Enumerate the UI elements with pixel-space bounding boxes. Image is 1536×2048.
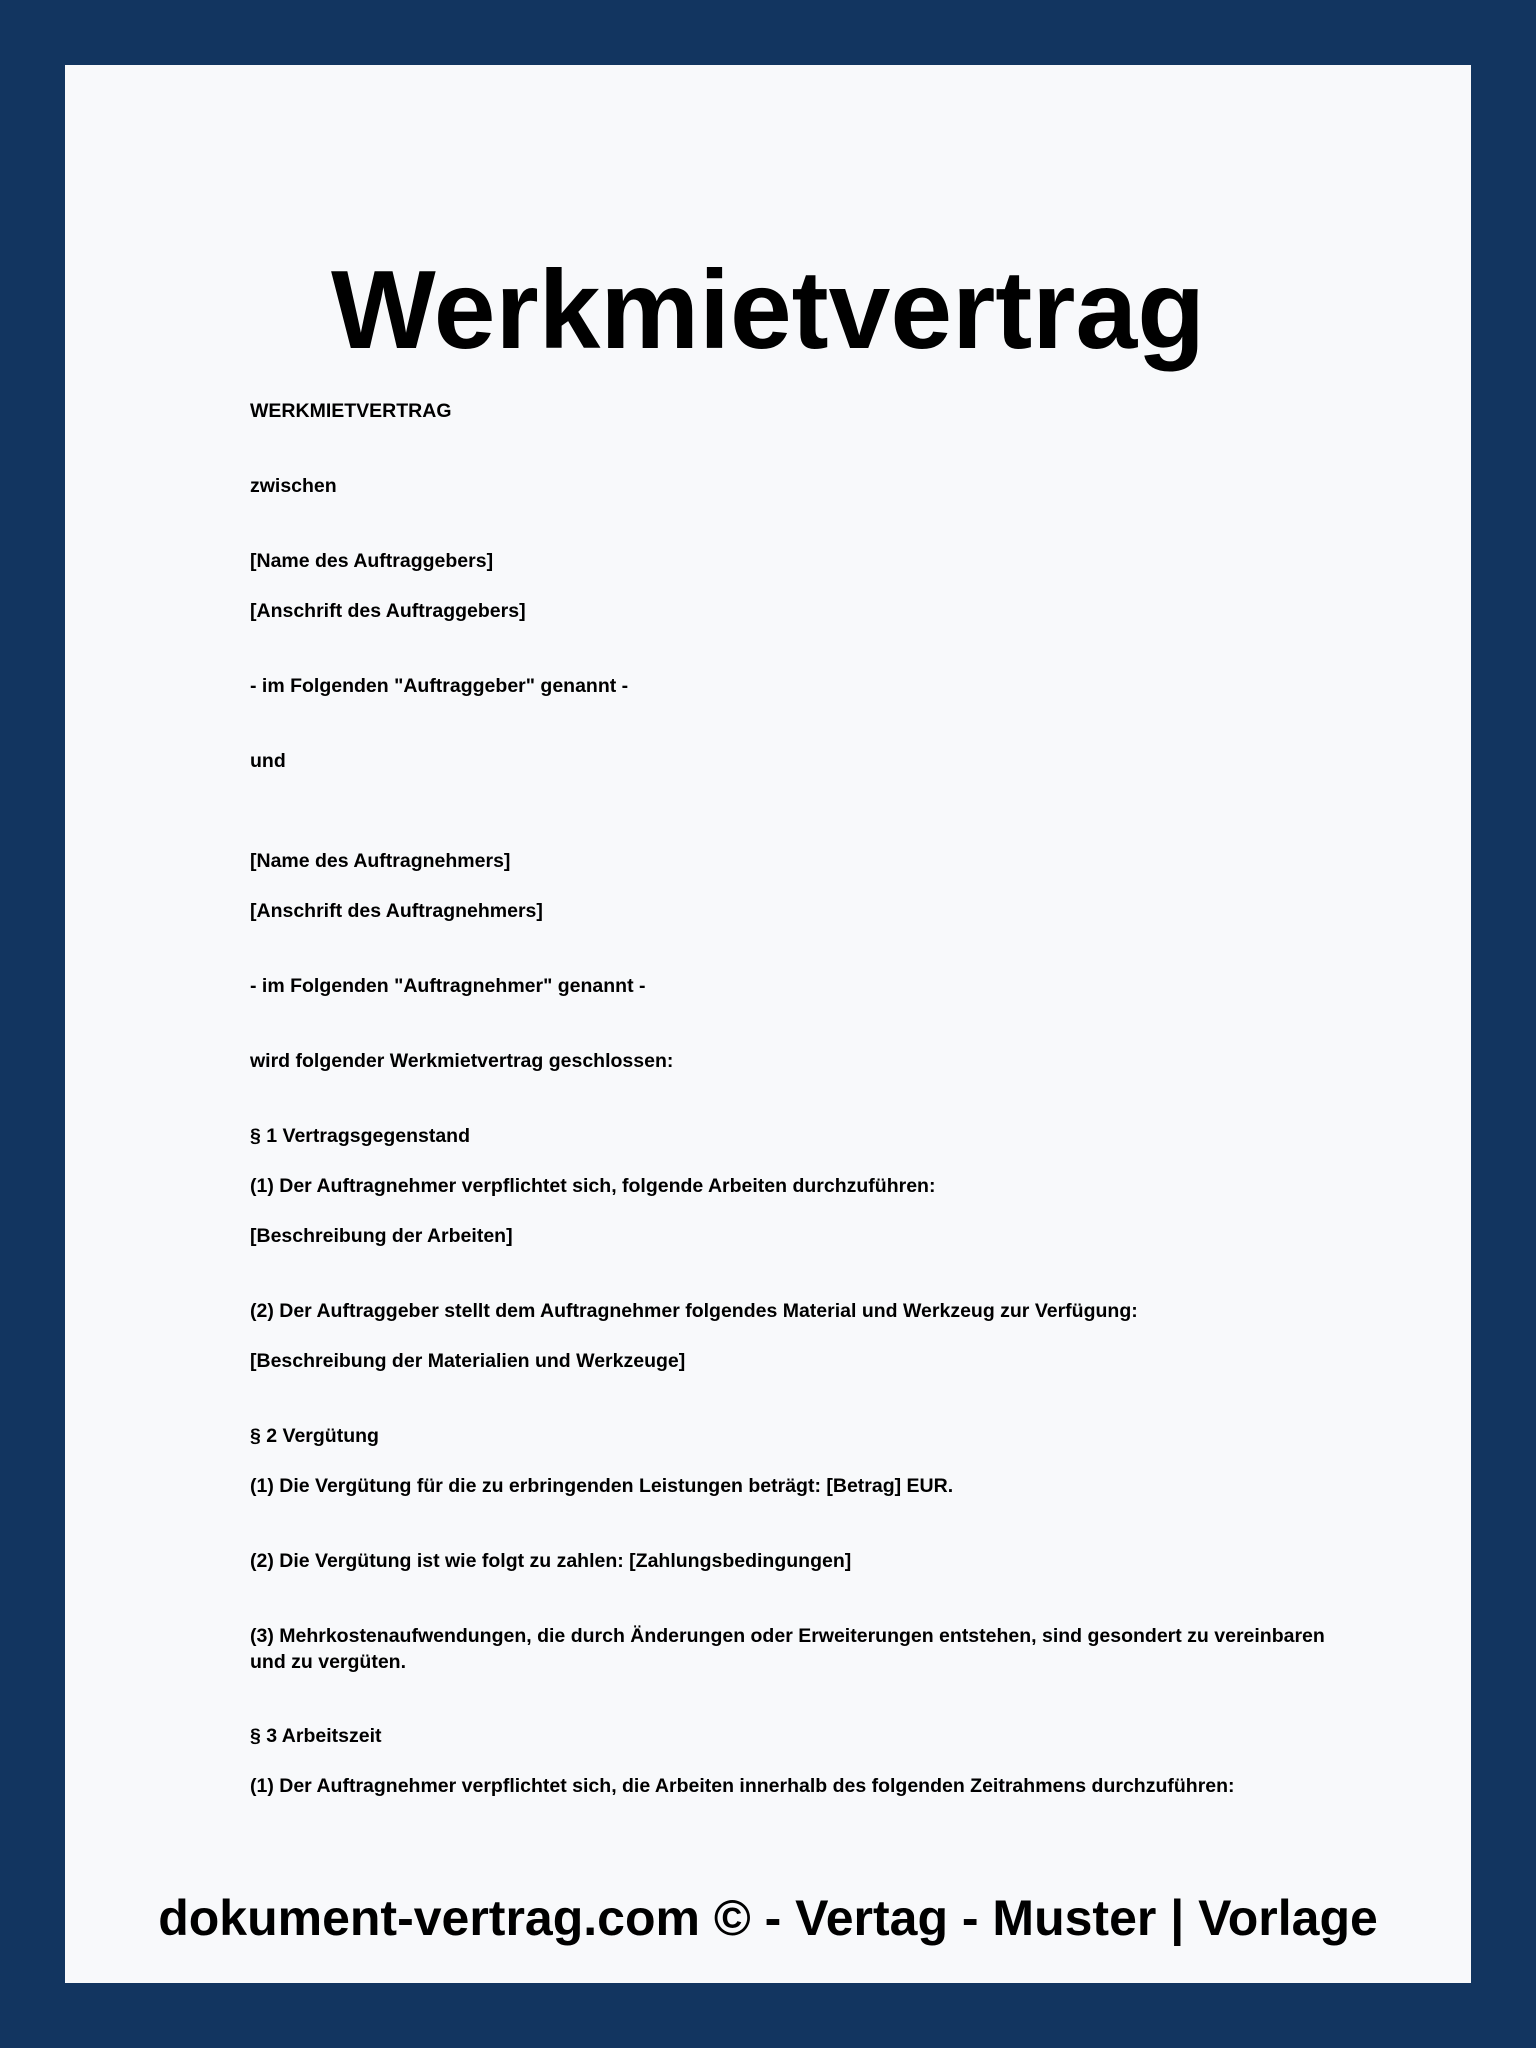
client-address-placeholder: [Anschrift des Auftraggebers]	[250, 600, 526, 622]
section-heading: § 1 Vertragsgegenstand	[250, 1125, 471, 1147]
text-line: [Beschreibung der Arbeiten]	[250, 1225, 513, 1247]
text-line: (3) Mehrkostenaufwendungen, die durch Änderungen oder Erweiterungen entstehen, sind gesondert zu vereinbaren und zu vergüten.	[250, 1625, 1331, 1673]
text-line: - im Folgenden "Auftragnehmer" genannt -	[250, 975, 646, 997]
contract-heading: WERKMIETVERTRAG	[250, 400, 452, 422]
text-line: (1) Der Auftragnehmer verpflichtet sich, die Arbeiten innerhalb des folgenden Zeitrahmens durchzuführen:	[250, 1775, 1235, 1797]
text-line: wird folgender Werkmietvertrag geschlossen:	[250, 1050, 674, 1072]
document-title: Werkmietvertrag	[330, 248, 1206, 372]
client-name-placeholder: [Name des Auftraggebers]	[250, 550, 494, 572]
contractor-name-placeholder: [Name des Auftragnehmers]	[250, 850, 511, 872]
text-line: zwischen	[250, 475, 337, 497]
text-line: und	[250, 750, 286, 772]
contractor-address-placeholder: [Anschrift des Auftragnehmers]	[250, 900, 543, 922]
text-line: (2) Der Auftraggeber stellt dem Auftragnehmer folgendes Material und Werkzeug zur Verfügung:	[250, 1300, 1138, 1322]
document-page	[65, 65, 1471, 1983]
text-line: - im Folgenden "Auftraggeber" genannt -	[250, 675, 629, 697]
section-heading: § 3 Arbeitszeit	[250, 1725, 382, 1747]
section-heading: § 2 Vergütung	[250, 1425, 379, 1447]
text-line: (2) Die Vergütung ist wie folgt zu zahlen: [Zahlungsbedingungen]	[250, 1550, 852, 1572]
text-line: (1) Die Vergütung für die zu erbringenden Leistungen beträgt: [Betrag] EUR.	[250, 1475, 954, 1497]
text-line: (1) Der Auftragnehmer verpflichtet sich, folgende Arbeiten durchzuführen:	[250, 1175, 936, 1197]
text-line: [Beschreibung der Materialien und Werkzeuge]	[250, 1350, 686, 1372]
footer-watermark: dokument-vertrag.com © - Vertag - Muster | Vorlage	[158, 1890, 1378, 1946]
